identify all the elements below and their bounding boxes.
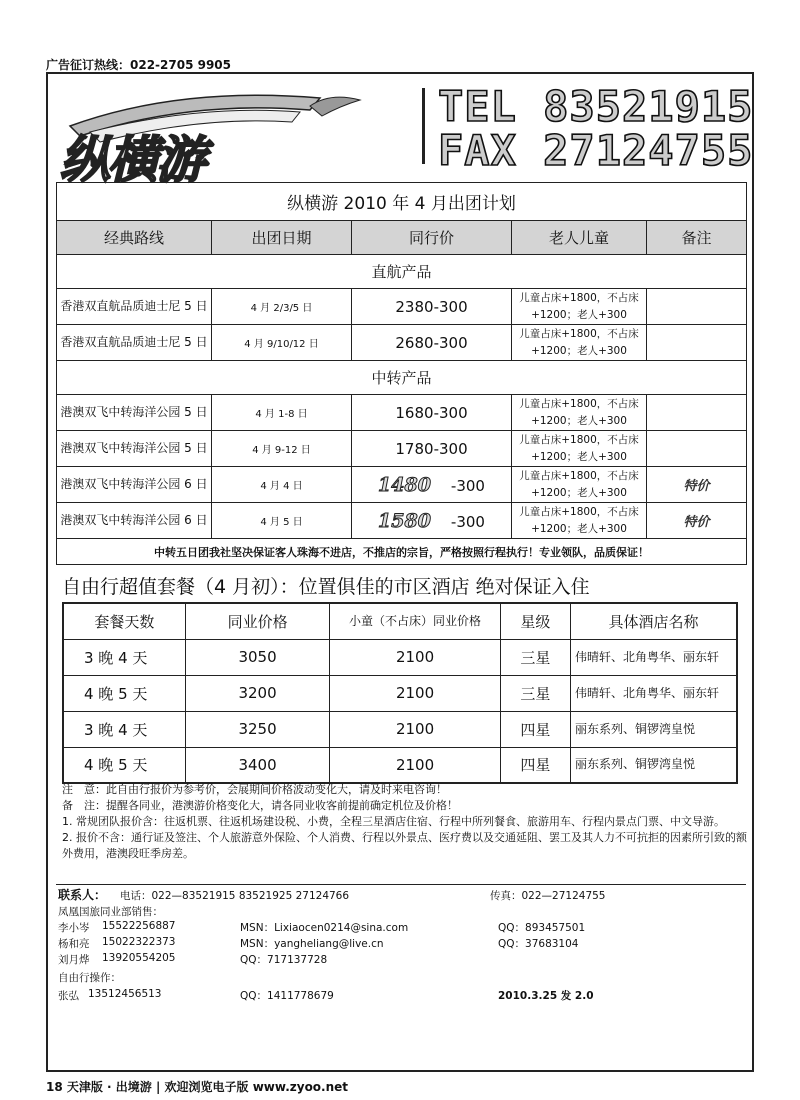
note-includes: 1. 常规团队报价含：往返机票、往返机场建设税、小费，全程三星酒店住宿、行程中所列餐食、旅游用车、行程内景点门票、中文导游。 [62, 815, 725, 828]
package-days: 3 晚 4 天 [63, 711, 185, 747]
route-note [647, 289, 747, 325]
tel-number: TEL 83521915 [438, 82, 754, 131]
col-star: 星级 [500, 603, 570, 639]
route-remark: 儿童占床+1800，不占床+1200；老人+300 [512, 289, 647, 325]
col-package-days: 套餐天数 [63, 603, 185, 639]
package-days: 3 晚 4 天 [63, 639, 185, 675]
col-note: 备注 [647, 221, 747, 255]
tour-plan-table [56, 182, 747, 565]
route-price [352, 503, 512, 539]
sales-name: 刘月烨 [58, 954, 90, 966]
trade-price: 3400 [185, 747, 329, 783]
route-date: 4 月 2/3/5 日 [212, 289, 352, 325]
child-price: 2100 [330, 639, 501, 675]
issue-date: 2010.3.25 发 2.0 [498, 990, 594, 1002]
note-excludes: 2. 报价不含：通行证及签注、个人旅游意外保险、个人消费、行程以外景点、医疗费以及交通延阻、罢工及其人力不可抗拒的因素所引致的额外费用，港澳段旺季房差。 [62, 831, 747, 860]
table-row [63, 639, 737, 675]
route-price: 2680-300 [352, 325, 512, 361]
divider [56, 884, 746, 885]
banner [56, 78, 754, 189]
col-price: 同行价 [352, 221, 512, 255]
route-date: 4 月 9/10/12 日 [212, 325, 352, 361]
sales-name: 李小岑 [58, 922, 90, 934]
sales-msn: MSN：yangheliang@live.cn [240, 938, 384, 950]
route-name: 港澳双飞中转海洋公园 5 日 [57, 395, 212, 431]
sales-qq: QQ：717137728 [240, 954, 328, 966]
col-hotels: 具体酒店名称 [570, 603, 737, 639]
table-row [57, 467, 747, 503]
route-note [647, 503, 747, 539]
route-price: 1680-300 [352, 395, 512, 431]
sales-phone: 13920554205 [102, 952, 176, 964]
child-price: 2100 [330, 747, 501, 783]
hotel-names: 伟晴轩、北角粤华、丽东轩 [570, 639, 737, 675]
contact-fax: 传真：022—27124755 [490, 890, 606, 902]
package-days: 4 晚 5 天 [63, 675, 185, 711]
route-name: 港澳双飞中转海洋公园 6 日 [57, 467, 212, 503]
package-days: 4 晚 5 天 [63, 747, 185, 783]
route-name: 香港双直航品质迪士尼 5 日 [57, 289, 212, 325]
sales-phone: 15022322373 [102, 936, 176, 948]
hotel-names: 丽东系列、铜锣湾皇悦 [570, 747, 737, 783]
free-ops-label: 自由行操作： [58, 972, 121, 984]
col-route: 经典路线 [57, 221, 212, 255]
table-row [63, 747, 737, 783]
route-note [647, 395, 747, 431]
route-date: 4 月 4 日 [212, 467, 352, 503]
price-suffix: -300 [450, 476, 485, 495]
star-rating: 四星 [500, 711, 570, 747]
route-note [647, 325, 747, 361]
route-name: 港澳双飞中转海洋公园 6 日 [57, 503, 212, 539]
route-price: 1780-300 [352, 431, 512, 467]
special-offer-badge: 特价 [683, 515, 710, 530]
notes-block [62, 782, 748, 862]
section-transfer: 中转产品 [57, 361, 747, 395]
col-child-price: 小童（不占床）同业价格 [330, 603, 501, 639]
route-remark: 儿童占床+1800，不占床+1200；老人+300 [512, 325, 647, 361]
trade-price: 3250 [185, 711, 329, 747]
plan-title: 纵横游 2010 年 4 月出团计划 [57, 183, 747, 221]
route-price: 2380-300 [352, 289, 512, 325]
page-footer: 18 天津版 · 出境游 | 欢迎浏览电子版 www.zyoo.net [46, 1080, 349, 1094]
contact-phones: 电话：022—83521915 83521925 27124766 [120, 890, 350, 902]
hotel-names: 丽东系列、铜锣湾皇悦 [570, 711, 737, 747]
star-rating: 四星 [500, 747, 570, 783]
sales-dept: 凤凰国旅同业部销售： [58, 906, 163, 918]
sales-qq: QQ：37683104 [498, 938, 579, 950]
op-qq: QQ：1411778679 [240, 990, 334, 1002]
price-suffix: -300 [450, 512, 485, 531]
special-offer-badge: 特价 [683, 479, 710, 494]
col-trade-price: 同业价格 [185, 603, 329, 639]
col-senior-child: 老人儿童 [512, 221, 647, 255]
fax-number: FAX 27124755 [438, 126, 754, 175]
route-note [647, 431, 747, 467]
star-rating: 三星 [500, 639, 570, 675]
promise-note: 中转五日团我社坚决保证客人珠海不进店，不推店的宗旨，严格按照行程执行！专业领队，品质保证！ [57, 539, 747, 565]
logo-text: 纵横游 [60, 131, 204, 189]
op-name: 张弘 [58, 990, 79, 1002]
route-remark: 儿童占床+1800，不占床+1200；老人+300 [512, 431, 647, 467]
trade-price: 3200 [185, 675, 329, 711]
route-note [647, 467, 747, 503]
ad-hotline: 广告征订热线：022-2705 9905 [46, 58, 232, 72]
logo [60, 86, 410, 189]
sales-phone: 15522256887 [102, 920, 176, 932]
route-remark: 儿童占床+1800，不占床+1200；老人+300 [512, 395, 647, 431]
route-name: 港澳双飞中转海洋公园 5 日 [57, 431, 212, 467]
route-date: 4 月 9-12 日 [212, 431, 352, 467]
table-row [57, 325, 747, 361]
hotel-names: 伟晴轩、北角粤华、丽东轩 [570, 675, 737, 711]
sales-name: 杨和亮 [58, 938, 90, 950]
sales-qq: QQ：893457501 [498, 922, 586, 934]
table-row [57, 431, 747, 467]
op-phone: 13512456513 [88, 988, 162, 1000]
special-price: 1480 [378, 473, 431, 496]
table-row [57, 503, 747, 539]
star-rating: 三星 [500, 675, 570, 711]
banner-divider [422, 88, 425, 164]
free-travel-table [62, 602, 738, 784]
route-date: 4 月 5 日 [212, 503, 352, 539]
free-travel-title: 自由行超值套餐（4 月初）：位置俱佳的市区酒店 绝对保证入住 [62, 576, 590, 598]
table-row [57, 395, 747, 431]
route-price [352, 467, 512, 503]
section-direct: 直航产品 [57, 255, 747, 289]
note-remark: 备 注：提醒各同业，港澳游价格变化大，请各同业收客前提前确定机位及价格！ [62, 799, 458, 812]
child-price: 2100 [330, 675, 501, 711]
sales-msn: MSN：Lixiaocen0214@sina.com [240, 922, 409, 934]
table-row [63, 675, 737, 711]
route-date: 4 月 1-8 日 [212, 395, 352, 431]
child-price: 2100 [330, 711, 501, 747]
special-price: 1580 [378, 509, 431, 532]
col-date: 出团日期 [212, 221, 352, 255]
note-attention: 注 意：此自由行报价为参考价，会展期间价格波动变化大，请及时来电咨询！ [62, 783, 447, 796]
table-row [63, 711, 737, 747]
route-name: 香港双直航品质迪士尼 5 日 [57, 325, 212, 361]
contact-label: 联系人： [58, 888, 107, 902]
trade-price: 3050 [185, 639, 329, 675]
table-row [57, 289, 747, 325]
route-remark: 儿童占床+1800，不占床+1200；老人+300 [512, 467, 647, 503]
route-remark: 儿童占床+1800，不占床+1200；老人+300 [512, 503, 647, 539]
